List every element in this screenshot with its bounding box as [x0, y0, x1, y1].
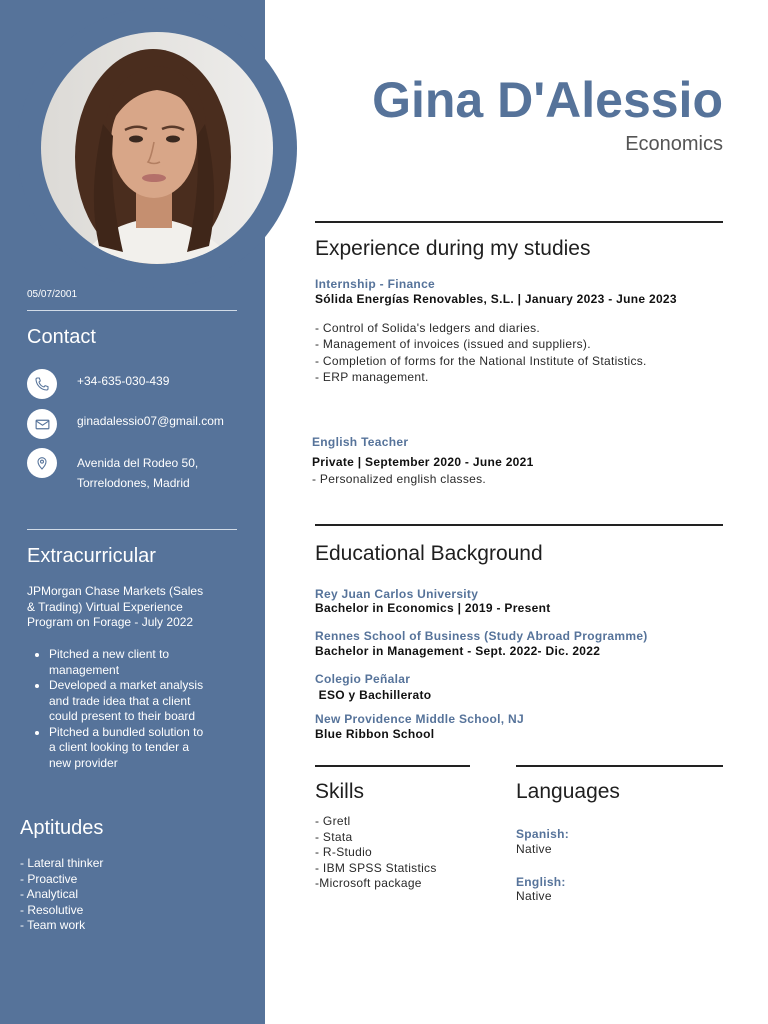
aptitudes-list — [20, 856, 103, 934]
mail-icon — [27, 409, 57, 439]
address-line: Torrelodones, Madrid — [77, 476, 190, 490]
list-item: -Microsoft package — [315, 876, 422, 890]
list-item: - Proactive — [20, 871, 78, 886]
job-org: Sólida Energías Renovables, S.L. | January 2023 - June 2023 — [315, 292, 677, 306]
job-role: English Teacher — [312, 435, 409, 449]
section-divider — [315, 221, 723, 223]
list-item: - Lateral thinker — [20, 856, 104, 870]
contact-phone: +34-635-030-439 — [77, 374, 170, 388]
languages-title: Languages — [516, 780, 620, 803]
list-item: - Control of Solida's ledgers and diaries. — [315, 321, 541, 335]
language-name: Spanish: — [516, 827, 570, 841]
experience-title: Experience during my studies — [315, 237, 591, 260]
list-item: - Stata — [315, 829, 353, 844]
list-item: • Developed a market analysis and trade idea that a client could present to their board — [49, 678, 209, 725]
job-org: Private | September 2020 - June 2021 — [312, 455, 534, 469]
phone-icon — [27, 369, 57, 399]
education-school: New Providence Middle School, NJ — [315, 712, 524, 726]
language-level: Native — [516, 842, 552, 856]
education-degree: ESO y Bachillerato — [315, 688, 432, 702]
list-item: - R-Studio — [315, 845, 373, 859]
language-level: Native — [516, 889, 552, 903]
job-details — [315, 320, 647, 385]
education-title: Educational Background — [315, 542, 543, 565]
list-item: • Pitched a new client to management — [49, 647, 209, 678]
extracurricular-list — [27, 647, 209, 771]
education-degree: Bachelor in Management - Sept. 2022- Dic. 2022 — [315, 644, 601, 658]
list-item: - Management of invoices (issued and suppliers). — [315, 337, 591, 352]
list-item: - IBM SPSS Statistics — [315, 860, 437, 875]
skills-title: Skills — [315, 780, 365, 803]
list-item: - ERP management. — [315, 369, 429, 384]
sidebar-divider — [27, 310, 237, 311]
education-degree: Bachelor in Economics | 2019 - Present — [315, 601, 551, 615]
list-item: - Team work — [20, 918, 86, 932]
list-item: - Resolutive — [20, 902, 84, 917]
page-subtitle: Economics — [625, 133, 723, 155]
education-school: Rey Juan Carlos University — [315, 587, 479, 601]
extracurricular-title: Extracurricular — [27, 545, 156, 567]
education-school: Rennes School of Business (Study Abroad Programme) — [315, 629, 648, 643]
aptitudes-title: Aptitudes — [20, 817, 104, 839]
contact-address — [77, 453, 198, 493]
job-role: Internship - Finance — [315, 277, 436, 291]
sidebar-divider — [27, 529, 237, 530]
extracurricular-description: JPMorgan Chase Markets (Sales & Trading) Virtual Experience Program on Forage - July 2022 — [27, 584, 204, 629]
contact-title: Contact — [27, 326, 96, 348]
section-divider — [315, 524, 723, 526]
language-name: English: — [516, 875, 566, 889]
list-item: - Personalized english classes. — [312, 472, 487, 486]
list-item: - Completion of forms for the National Institute of Statistics. — [315, 353, 647, 368]
list-item: - Analytical — [20, 887, 79, 901]
birth-date: 05/07/2001 — [27, 289, 78, 300]
contact-email: ginadalessio07@gmail.com — [77, 414, 224, 428]
section-divider — [516, 765, 723, 767]
page-title: Gina D'Alessio — [372, 72, 723, 128]
address-line: Avenida del Rodeo 50, — [77, 456, 199, 470]
section-divider — [315, 765, 470, 767]
list-item: • Pitched a bundled solution to a client looking to tender a new provider — [49, 725, 209, 772]
skills-list — [315, 814, 437, 892]
education-degree: Blue Ribbon School — [315, 727, 435, 741]
list-item: - Gretl — [315, 814, 351, 828]
education-school: Colegio Peñalar — [315, 672, 411, 686]
profile-photo — [41, 32, 273, 264]
location-icon — [27, 448, 57, 478]
